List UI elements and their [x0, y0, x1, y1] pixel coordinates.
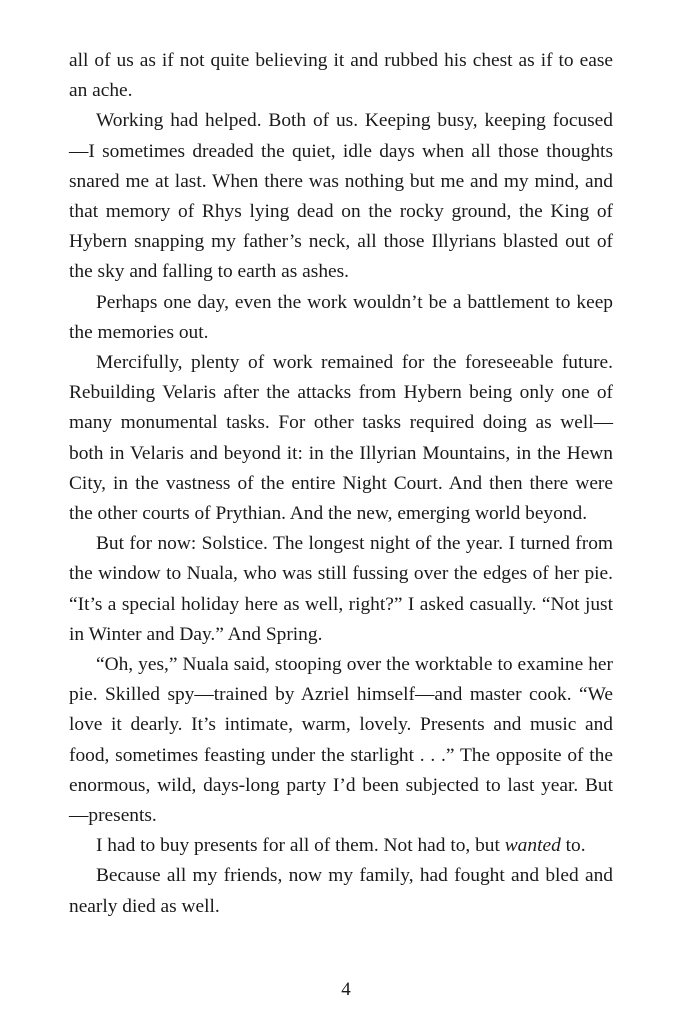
paragraph-battlement: Perhaps one day, even the work wouldn’t be a battlement to keep the memories out. — [69, 291, 613, 343]
paragraph-continued: all of us as if not quite believing it and rubbed his chest as if to ease an ache. — [69, 50, 613, 102]
body-text — [69, 46, 613, 922]
paragraph-presents — [69, 831, 613, 861]
paragraph-work-remained: Mercifully, plenty of work remained for the foreseeable future. Rebuilding Velaris after the attacks from Hybern being only one of many monumental tasks. For other tasks required doing as well—both in Velaris and beyond it: in the Illyrian Mountains, in the Hewn City, in the vastness of the entire Night Court. And then there were the other courts of Prythian. And the new, emerging world beyond. — [69, 352, 613, 525]
page-number: 4 — [341, 979, 351, 1000]
paragraph-presents-before: I had to buy presents for all of them. Not had to, but — [96, 835, 505, 857]
paragraph-solstice: But for now: Solstice. The longest night of the year. I turned from the window to Nuala, who was still fussing over the edges of her pie. “It’s a special holiday here as well, right?” I asked casually. “Not just in Winter and Day.” And Spring. — [69, 533, 613, 645]
paragraph-working: Working had helped. Both of us. Keeping busy, keeping focused—I sometimes dreaded the quiet, idle days when all those thoughts snared me at last. When there was nothing but me and my mind, and that memory of Rhys lying dead on the rocky ground, the King of Hybern snapping my father’s neck, all those Illyrians blasted out of the sky and falling to earth as ashes. — [69, 110, 613, 283]
paragraph-presents-after: to. — [560, 835, 586, 857]
emphasized-word: wanted — [504, 835, 561, 857]
paragraph-friends: Because all my friends, now my family, had fought and bled and nearly died as well. — [69, 865, 613, 917]
paragraph-nuala-reply: “Oh, yes,” Nuala said, stooping over the worktable to examine her pie. Skilled spy—trained by Azriel himself—and master cook. “We love it dearly. It’s intimate, warm, lovely. Presents and music and food, sometimes feasting under the starlight . . .” The opposite of the enormous, wild, days-long party I’d been subjected to last year. But—presents. — [69, 654, 613, 827]
